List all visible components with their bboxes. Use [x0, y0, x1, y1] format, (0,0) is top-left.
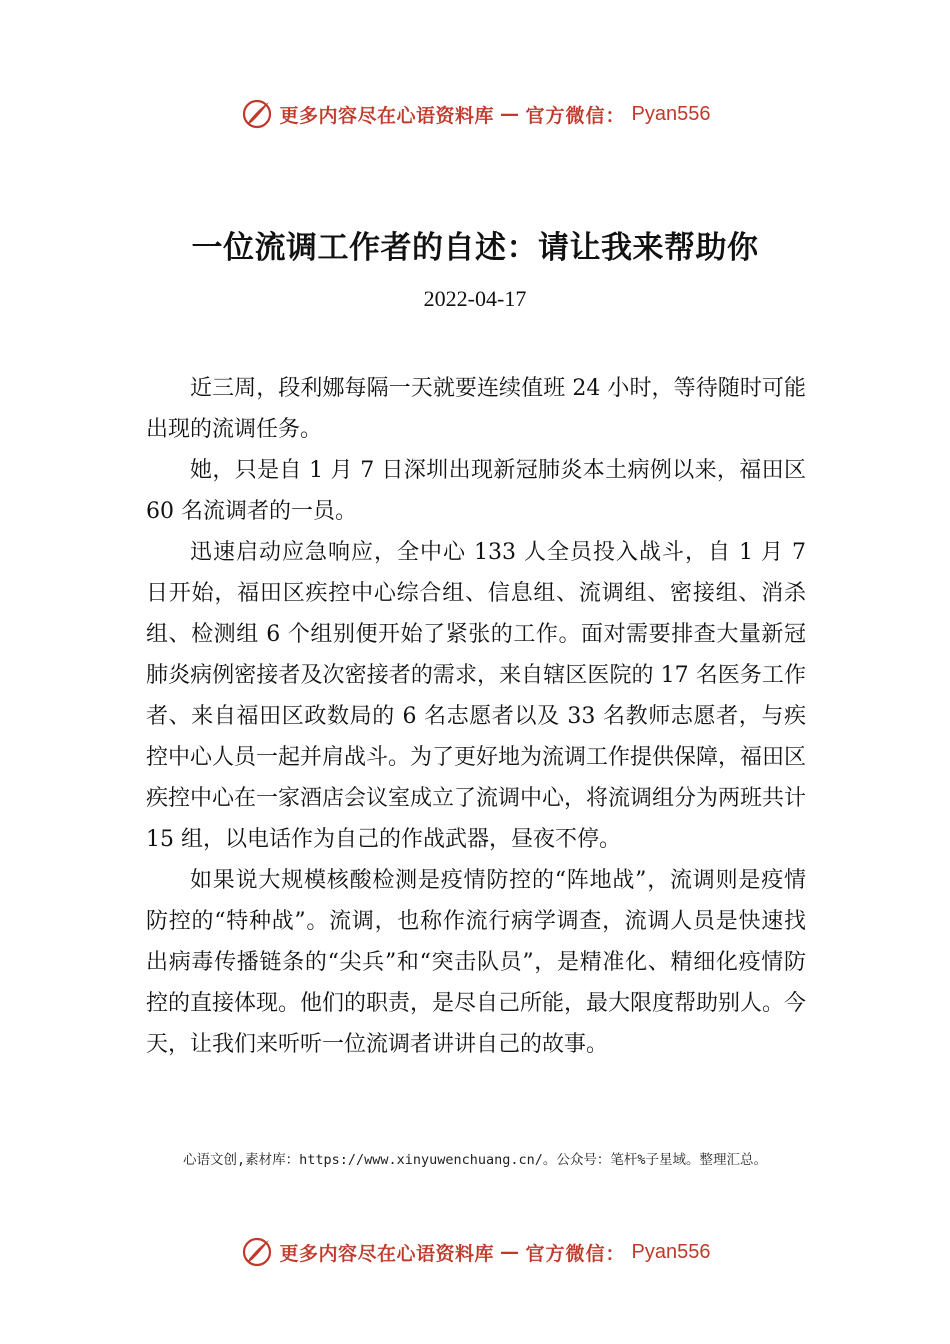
article-date: 2022-04-17	[423, 286, 527, 311]
banner-slogan: 更多内容尽在心语资料库	[279, 1242, 495, 1265]
quill-seal-icon	[240, 97, 274, 131]
banner-wechat-id: Pyan556	[631, 102, 711, 125]
quill-seal-icon	[240, 1235, 274, 1269]
banner-wechat-label: 官方微信：	[525, 104, 626, 127]
header-banner	[0, 94, 950, 134]
article-body	[146, 368, 806, 1065]
source-note: 心语文创,素材库：https://www.xinyuwenchuang.cn/。公众号：笔杆%子星域。整理汇总。	[182, 1152, 768, 1168]
banner-wechat-id: Pyan556	[631, 1240, 711, 1263]
article-title: 一位流调工作者的自述：请让我来帮助你	[191, 230, 759, 266]
paragraph: 如果说大规模核酸检测是疫情防控的“阵地战”，流调则是疫情防控的“特种战”。流调，也称作流行病学调查，流调人员是快速找出病毒传播链条的“尖兵”和“突击队员”，是精准化、精细化疫情防控的直接体现。他们的职责，是尽自己所能，最大限度帮助别人。今天，让我们来听听一位流调者讲讲自己的故事。	[146, 868, 807, 1057]
footer-banner	[0, 1232, 950, 1272]
paragraph: 近三周，段利娜每隔一天就要连续值班 24 小时，等待随时可能出现的流调任务。	[146, 376, 806, 442]
banner-wechat-label: 官方微信：	[525, 1242, 626, 1265]
banner-slogan: 更多内容尽在心语资料库	[279, 104, 495, 127]
banner-dash: —	[500, 1241, 520, 1263]
banner-dash: —	[500, 103, 520, 125]
paragraph: 迅速启动应急响应，全中心 133 人全员投入战斗，自 1 月 7 日开始，福田区疾控中心综合组、信息组、流调组、密接组、消杀组、检测组 6 个组别便开始了紧张的工作。面对需要排查大量新冠肺炎病例密接者及次密接者的需求，来自辖区医院的 17 名医务工作者、来自福田区政数局的 6 名志愿者以及 33 名教师志愿者，与疾控中心人员一起并肩战斗。为了更好地为流调工作提供保障，福田区疾控中心在一家酒店会议室成立了流调中心，将流调组分为两班共计 15 组，以电话作为自己的作战武器，昼夜不停。	[146, 540, 807, 852]
paragraph: 她，只是自 1 月 7 日深圳出现新冠肺炎本土病例以来，福田区 60 名流调者的一员。	[146, 458, 806, 524]
